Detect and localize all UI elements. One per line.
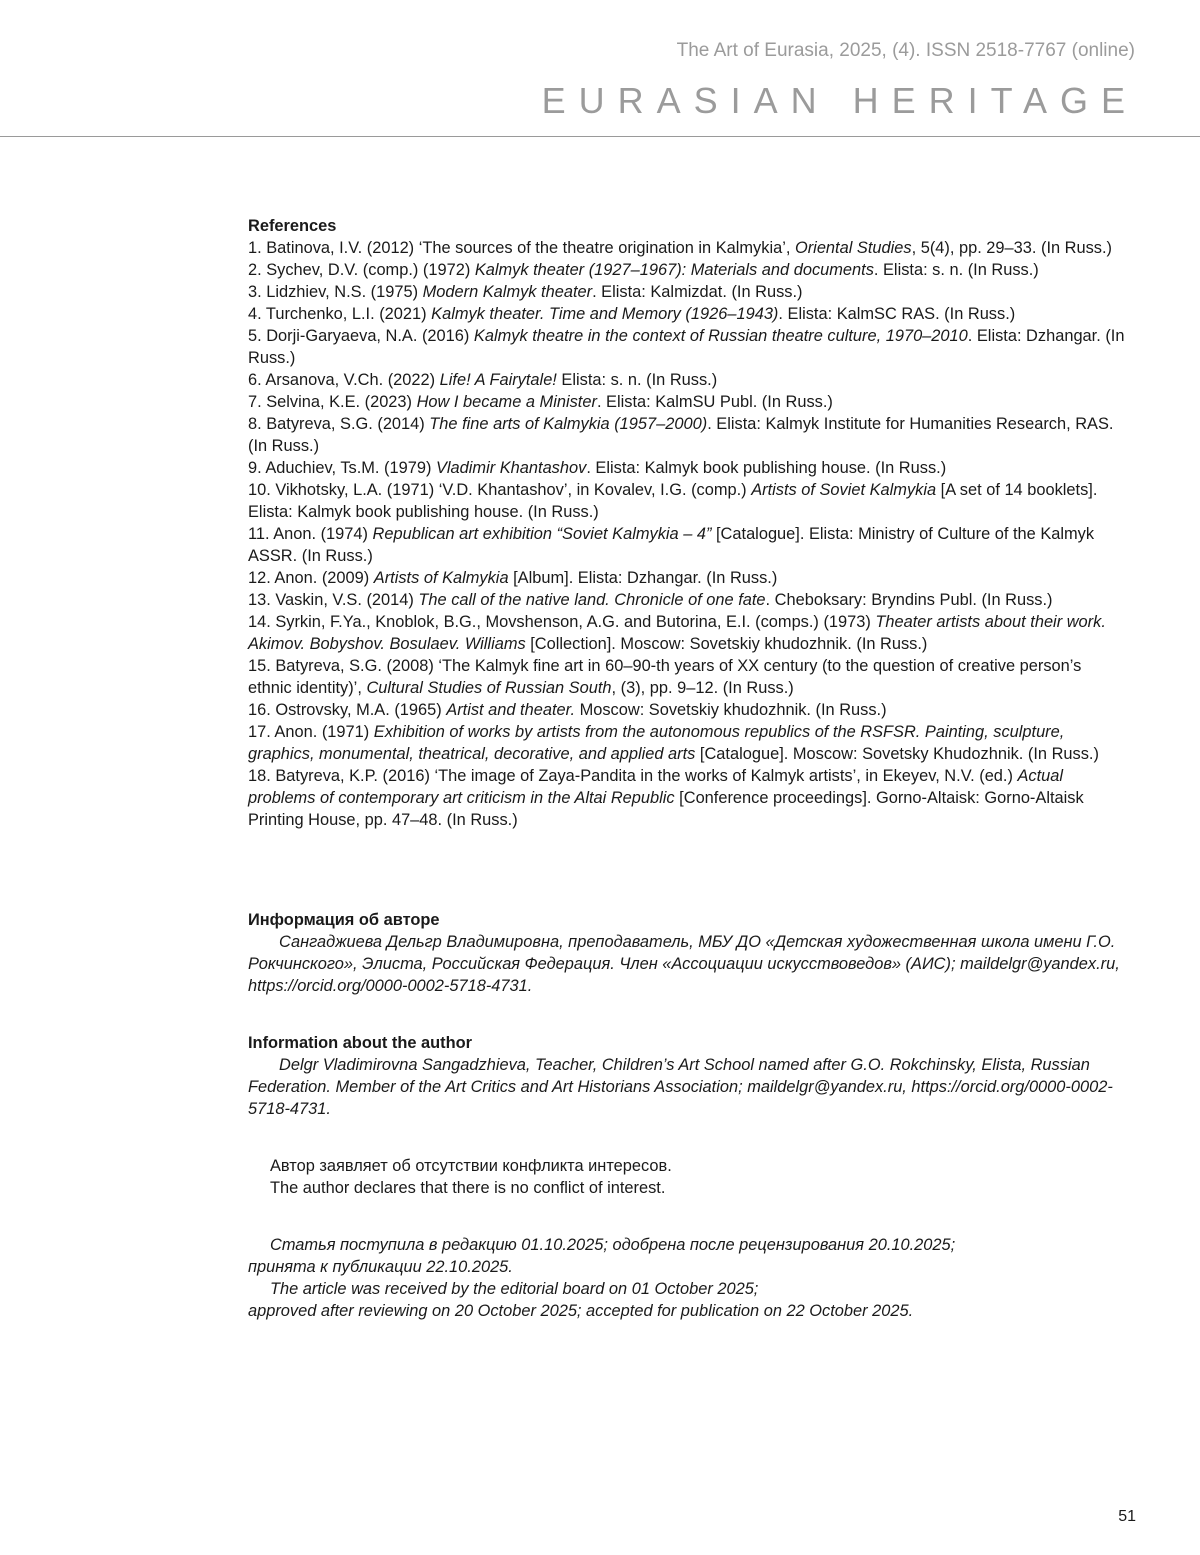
page-content (248, 215, 1128, 1322)
spacer (248, 1199, 1128, 1234)
author-info-ru (248, 909, 1128, 997)
reference-text: 2. Sychev, D.V. (comp.) (1972) (248, 261, 475, 279)
reference-title: Artists of Soviet Kalmykia (751, 481, 937, 499)
reference-text: 17. Anon. (1971) (248, 723, 374, 741)
reference-item (248, 237, 1128, 259)
reference-item (248, 325, 1128, 369)
reference-text: 1. Batinova, I.V. (2012) ‘The sources of the theatre origination in Kalmykia’, (248, 239, 795, 257)
reference-item (248, 281, 1128, 303)
reference-text: 9. Aduchiev, Ts.M. (1979) (248, 459, 436, 477)
reference-text: . Elista: s. n. (In Russ.) (873, 261, 1039, 279)
reference-item (248, 523, 1128, 567)
reference-text: 15. Batyreva, S.G. (2008) ‘The Kalmyk fine art in 60–90-th years of XX century (to the question of creative person’s ethnic identity)’, (248, 657, 1082, 697)
reference-item (248, 303, 1128, 325)
reference-text: 7. Selvina, K.E. (2023) (248, 393, 417, 411)
conflict-statement (248, 1155, 1128, 1199)
reference-text: 12. Anon. (2009) (248, 569, 374, 587)
journal-header: The Art of Eurasia, 2025, (4). ISSN 2518-7767 (online) (676, 40, 1135, 61)
reference-text: , 5(4), pp. 29–33. (In Russ.) (911, 239, 1113, 257)
reference-item (248, 479, 1128, 523)
conflict-en: The author declares that there is no conflict of interest. (270, 1179, 666, 1197)
reference-title: The fine arts of Kalmykia (1957–2000) (429, 415, 708, 433)
reference-title: Oriental Studies (794, 239, 912, 257)
reference-text: . Elista: KalmSU Publ. (In Russ.) (596, 393, 833, 411)
reference-text: . Elista: Kalmizdat. (In Russ.) (592, 283, 803, 301)
reference-text: 13. Vaskin, V.S. (2014) (248, 591, 419, 609)
reference-item (248, 457, 1128, 479)
reference-text: 10. Vikhotsky, L.A. (1971) ‘V.D. Khantashov’, in Kovalev, I.G. (comp.) (248, 481, 752, 499)
reference-text: . Elista: Kalmyk book publishing house. (In Russ.) (586, 459, 947, 477)
references-heading: References (248, 217, 337, 235)
reference-item (248, 765, 1128, 831)
reference-item (248, 699, 1128, 721)
reference-item (248, 721, 1128, 765)
reference-item (248, 589, 1128, 611)
reference-title: The call of the native land. Chronicle of one fate (418, 591, 766, 609)
reference-title: Actual problems of contemporary art criticism in the Altai Republic (248, 767, 1064, 807)
author-info-en (248, 1032, 1128, 1120)
reference-item (248, 259, 1128, 281)
reference-text: Moscow: Sovetskiy khudozhnik. (In Russ.) (575, 701, 887, 719)
reference-text: [A set of 14 booklets]. Elista: Kalmyk book publishing house. (In Russ.) (248, 481, 1098, 521)
reference-text: 8. Batyreva, S.G. (2014) (248, 415, 430, 433)
reference-text: [Catalogue]. Elista: Ministry of Culture of the Kalmyk ASSR. (In Russ.) (248, 525, 1095, 565)
reference-text: 4. Turchenko, L.I. (2021) (248, 305, 432, 323)
reference-title: Life! A Fairytale! (439, 371, 557, 389)
spacer (248, 831, 1128, 909)
reference-text: Elista: s. n. (In Russ.) (556, 371, 718, 389)
reference-item (248, 655, 1128, 699)
reference-item (248, 611, 1128, 655)
reference-title: Kalmyk theatre in the context of Russian theatre culture, 1970–2010 (473, 327, 968, 345)
dates-ru-line1: Статья поступила в редакцию 01.10.2025; одобрена после рецензирования 20.10.2025; (270, 1236, 956, 1254)
reference-title: Vladimir Khantashov (435, 459, 587, 477)
author-info-ru-text: Сангаджиева Дельгр Владимировна, преподаватель, МБУ ДО «Детская художественная школа имени Г.О. Рокчинского», Элиста, Российская Федерация. Член «Ассоциации искусствоведов» (АИС); maildelgr@yandex.ru, https://orcid.org/0000-0002-5718-4731. (248, 933, 1120, 995)
reference-text: 14. Syrkin, F.Ya., Knoblok, B.G., Movshenson, A.G. and Butorina, E.I. (comps.) (1973) (248, 613, 876, 631)
reference-item (248, 391, 1128, 413)
reference-text: [Album]. Elista: Dzhangar. (In Russ.) (508, 569, 778, 587)
dates-ru-line2: принята к публикации 22.10.2025. (248, 1258, 513, 1276)
conflict-ru: Автор заявляет об отсутствии конфликта интересов. (270, 1157, 672, 1175)
reference-text: 18. Batyreva, K.P. (2016) ‘The image of Zaya-Pandita in the works of Kalmyk artists’, in Ekeyev, N.V. (ed.) (248, 767, 1018, 785)
author-info-en-text: Delgr Vladimirovna Sangadzhieva, Teacher, Children’s Art School named after G.O. Rokchinsky, Elista, Russian Federation. Member of the Art Critics and Art Historians Association; maildelgr@yandex.ru, https://orcid.org/0000-0002-5718-4731. (248, 1056, 1113, 1118)
reference-title: Exhibition of works by artists from the autonomous republics of the RSFSR. Painting, sculpture, graphics, monumental, theatrical, decorative, and applied arts (248, 723, 1065, 763)
reference-list (248, 237, 1128, 831)
reference-title: How I became a Minister (416, 393, 597, 411)
reference-title: Kalmyk theater. Time and Memory (1926–1943) (431, 305, 779, 323)
dates-en-line2: approved after reviewing on 20 October 2025; accepted for publication on 22 October 2025. (248, 1302, 914, 1320)
reference-title: Artist and theater. (446, 701, 576, 719)
reference-item (248, 369, 1128, 391)
page-number: 51 (1118, 1508, 1136, 1525)
reference-item (248, 413, 1128, 457)
section-title: EURASIAN HERITAGE (541, 80, 1138, 121)
reference-text: . Elista: Kalmyk Institute for Humanities Research, RAS. (In Russ.) (248, 415, 1114, 455)
header-divider (0, 136, 1200, 137)
reference-title: Kalmyk theater (1927–1967): Materials and documents (474, 261, 874, 279)
reference-text: 5. Dorji-Garyaeva, N.A. (2016) (248, 327, 474, 345)
reference-text: . Elista: Dzhangar. (In Russ.) (248, 327, 1125, 367)
reference-title: Theater artists about their work. Akimov. Bobyshov. Bosulaev. Williams (248, 613, 1106, 653)
reference-item (248, 567, 1128, 589)
dates-en-line1: The article was received by the editorial board on 01 October 2025; (270, 1280, 759, 1298)
reference-title: Republican art exhibition “Soviet Kalmykia – 4” (372, 525, 712, 543)
reference-text: [Collection]. Moscow: Sovetskiy khudozhnik. (In Russ.) (525, 635, 928, 653)
author-info-ru-heading: Информация об авторе (248, 911, 440, 929)
reference-text: 11. Anon. (1974) (248, 525, 373, 543)
reference-text: . Cheboksary: Bryndins Publ. (In Russ.) (765, 591, 1053, 609)
author-info-en-heading: Information about the author (248, 1034, 472, 1052)
reference-text: 6. Arsanova, V.Ch. (2022) (248, 371, 440, 389)
reference-text: 3. Lidzhiev, N.S. (1975) (248, 283, 423, 301)
reference-text: . Elista: KalmSC RAS. (In Russ.) (778, 305, 1016, 323)
spacer (248, 1120, 1128, 1155)
reference-title: Artists of Kalmykia (373, 569, 509, 587)
reference-text: 16. Ostrovsky, M.A. (1965) (248, 701, 447, 719)
spacer (248, 997, 1128, 1032)
reference-title: Cultural Studies of Russian South (366, 679, 612, 697)
reference-text: , (3), pp. 9–12. (In Russ.) (611, 679, 794, 697)
article-dates (248, 1234, 1128, 1322)
reference-title: Modern Kalmyk theater (422, 283, 593, 301)
reference-text: [Catalogue]. Moscow: Sovetsky Khudozhnik. (In Russ.) (695, 745, 1099, 763)
reference-text: [Conference proceedings]. Gorno-Altaisk: Gorno-Altaisk Printing House, pp. 47–48. (In Russ.) (248, 789, 1084, 829)
